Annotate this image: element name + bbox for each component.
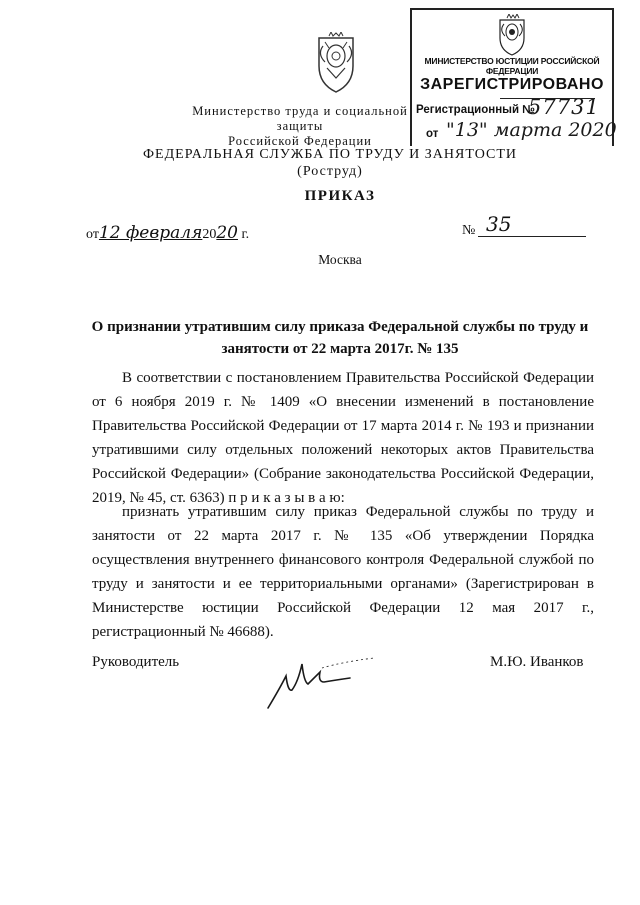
- stamp-number-label: Регистрационный №: [416, 104, 536, 116]
- stamp-ministry: МИНИСТЕРСТВО ЮСТИЦИИ РОССИЙСКОЙ ФЕДЕРАЦИИ: [424, 56, 600, 76]
- document-type: ПРИКАЗ: [304, 188, 376, 204]
- stamp-number: 57731: [528, 95, 600, 119]
- order-number-label: №: [462, 223, 476, 238]
- order-heading: О признании утратившим силу приказа Федеральной службы по труду и занятости от 22 марта 2017г. № 135: [91, 319, 589, 357]
- stamp-coat-of-arms-emblem: [492, 14, 532, 56]
- ministry-name: [180, 104, 420, 149]
- service-name: [120, 146, 540, 180]
- ministry-line-1: Министерство труда и социальной защиты: [192, 104, 408, 133]
- order-date-year-prefix: 20: [202, 227, 217, 242]
- body-paragraph-1: [92, 366, 594, 510]
- coat-of-arms-emblem: [309, 32, 363, 94]
- stamp-date-prefix: от: [426, 128, 439, 140]
- signer-role: Руководитель: [92, 654, 180, 670]
- order-date-year-suffix: 20: [216, 223, 238, 243]
- order-date: [86, 223, 249, 243]
- signer-name: М.Ю. Иванков: [490, 654, 584, 670]
- stamp-date: "13" марта 2020: [446, 119, 617, 141]
- ministry-line-2: Российской Федерации: [228, 134, 372, 148]
- decree-word: п р и к а з ы в а ю:: [228, 490, 345, 506]
- body-paragraph-2: признать утратившим силу приказ Федеральной службы по труду и занятости от 22 марта 2017 г. № 135 «Об утверждении Порядка осуществления внутреннего финансового контроля Федеральной службой по труду и занятости и ее территориальными органами» (Зарегистрирован в Министерстве юстиции Российской Федерации 12 мая 2017 г., регистрационный № 46688).: [92, 504, 594, 640]
- order-number: 35: [486, 212, 512, 236]
- stamp-status: ЗАРЕГИСТРИРОВАНО: [420, 76, 604, 93]
- order-date-day-month: 12 февраля: [98, 223, 203, 243]
- order-number-underline: [478, 236, 586, 237]
- service-line-2: (Роструд): [297, 164, 363, 179]
- order-date-suffix: г.: [241, 227, 250, 242]
- body-paragraph-1-text: В соответствии с постановлением Правительства Российской Федерации от 6 ноября 2019 г. № 1409 «О внесении изменений в постановление Правительства Российской Федерации от 17 марта 2014 г. № 193 и признании утратившими силу отдельных положений некоторых актов Правительства Российской Федерации» (Собрание законодательства Российской Федерации, 2019, № 45, ст. 6363): [92, 370, 594, 506]
- stamp-number-underline: [500, 98, 595, 99]
- order-date-prefix: от: [86, 227, 99, 242]
- handwritten-signature: [262, 652, 394, 714]
- service-line-1: ФЕДЕРАЛЬНАЯ СЛУЖБА ПО ТРУДУ И ЗАНЯТОСТИ: [143, 147, 517, 162]
- order-city: Москва: [318, 252, 362, 267]
